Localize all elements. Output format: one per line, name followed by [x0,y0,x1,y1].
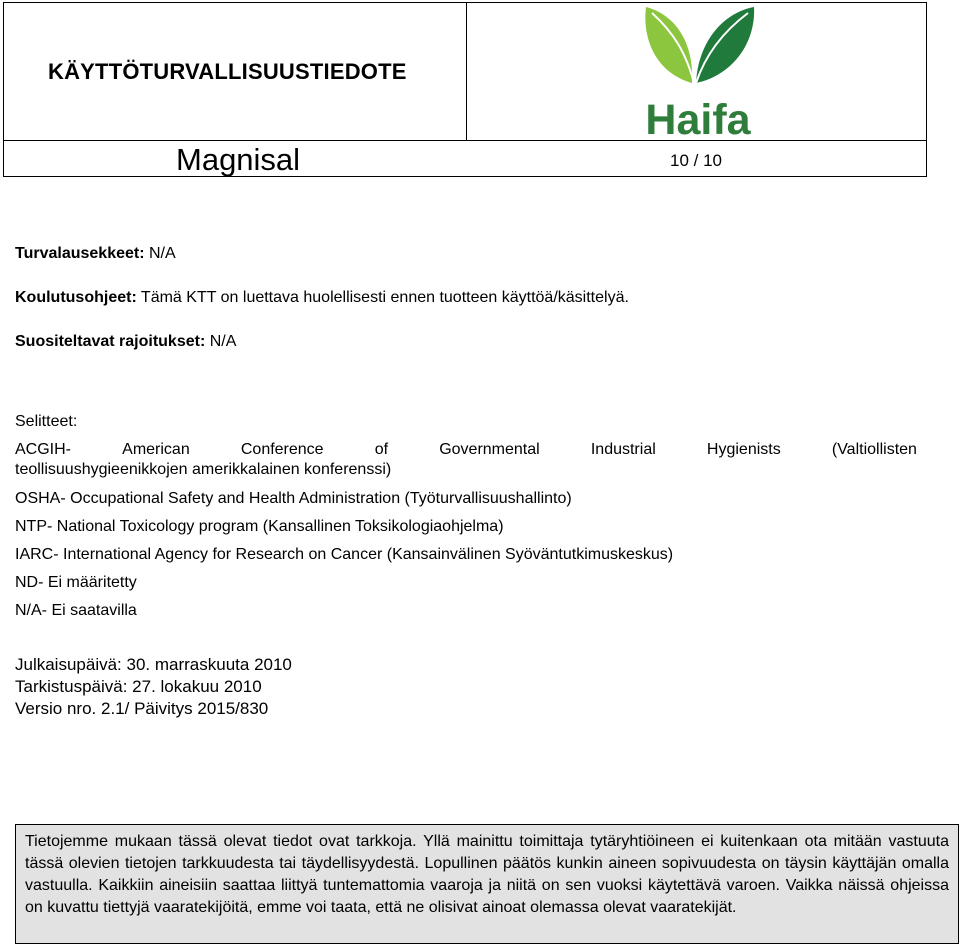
abbreviations-heading: Selitteet: [15,413,78,430]
haifa-logo [636,3,760,139]
page-number: 10 / 10 [670,151,722,170]
logo-text: Haifa [645,96,751,139]
logo-leaf-right-icon [696,7,754,83]
version-number: Versio nro. 2.1/ Päivitys 2015/830 [15,699,269,718]
recommended-restrictions: Suositeltavat rajoitukset: N/A [15,333,237,350]
disclaimer-text: Tietojemme mukaan tässä olevat tiedot ovat tarkkoja. Yllä mainittu toimittaja tytäryhtiöineen ei kuitenkaan ota mitään vastuuta tässä olevien tietojen tarkkuudesta tai täydellisyydestä. Lopullinen päätös kunkin aineen sopivuudesta on täysin käyttäjän omalla vastuulla. Kaikkiin aineisiin saattaa liittyä tuntemattomia vaaroja ja niitä on sen vuoksi käytettävä varoen. Vaikka näissä ohjeissa on kuvattu tiettyjä vaaratekijöitä, emme voi taata, että ne olisivat ainoat olemassa olevat vaaratekijät. [25,833,949,916]
abbreviation-acgih: ACGIH- American Conference of Governmental Industrial Hygienists (Valtiollisten teollisuushygieenikkojen amerikkalainen konferenssi) [15,441,917,478]
abbreviation-ntp: NTP- National Toxicology program (Kansallinen Toksikologiaohjelma) [15,518,504,535]
product-name: Magnisal [176,142,301,177]
abbreviation-iarc: IARC- International Agency for Research on Cancer (Kansainvälinen Syöväntutkimuskeskus) [15,546,674,563]
document-title: KÄYTTÖTURVALLISUUSTIEDOTE [48,59,407,84]
training-instructions: Koulutusohjeet: Tämä KTT on luettava huolellisesti ennen tuotteen käyttöä/käsittelyä. [15,289,629,306]
header-divider-horizontal [4,140,926,141]
safety-phrases: Turvalausekkeet: N/A [15,245,176,262]
document-header [3,2,927,177]
abbreviation-na: N/A- Ei saatavilla [15,602,137,619]
publication-date: Julkaisupäivä: 30. marraskuuta 2010 [15,655,292,674]
revision-date: Tarkistuspäivä: 27. lokakuu 2010 [15,677,262,696]
header-divider-vertical [466,3,467,140]
abbreviation-nd: ND- Ei määritetty [15,574,137,591]
disclaimer-box [15,824,959,944]
logo-leaf-left-icon [645,7,692,83]
abbreviation-osha: OSHA- Occupational Safety and Health Administration (Työturvallisuushallinto) [15,490,572,507]
